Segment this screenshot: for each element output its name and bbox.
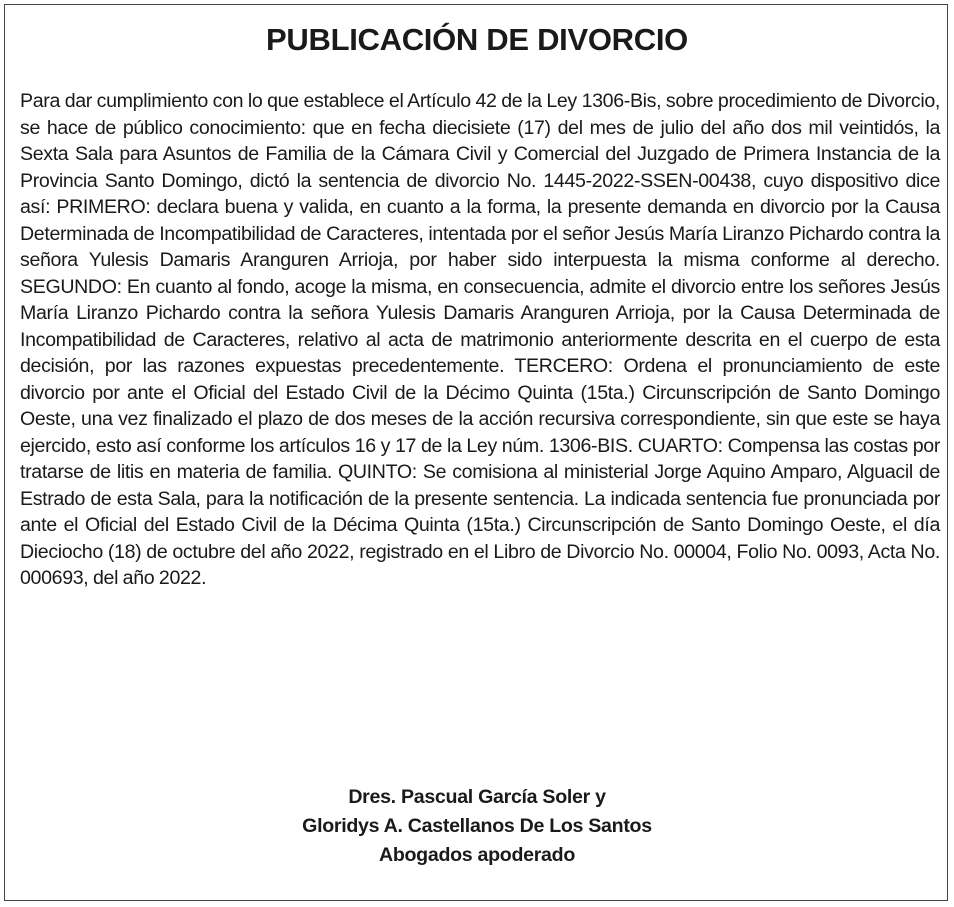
signature-line-second-name: Gloridys A. Castellanos De Los Santos <box>302 815 652 837</box>
signature-block <box>0 783 954 870</box>
document-body: Para dar cumplimiento con lo que establece el Artículo 42 de la Ley 1306-Bis, sobre procedimiento de Divorcio, se hace de público conocimiento: que en fecha diecisiete (17) del mes de julio del año dos mil veintidós, la Sexta Sala para Asuntos de Familia de la Cámara Civil y Comercial del Juzgado de Primera Instancia de la Provincia Santo Domingo, dictó la sentencia de divorcio No. 1445-2022-SSEN-00438, cuyo dispositivo dice así: PRIMERO: declara buena y valida, en cuanto a la forma, la presente demanda en divorcio por la Causa Determinada de Incompatibilidad de Caracteres, intentada por el señor Jesús María Liranzo Pichardo contra la señora Yulesis Damaris Aranguren Arrioja, por haber sido interpuesta la misma conforme al derecho. SEGUNDO: En cuanto al fondo, acoge la misma, en consecuencia, admite el divorcio entre los señores Jesús María Liranzo Pichardo contra la señora Yulesis Damaris Aranguren Arrioja, por la Causa Determinada de Incompatibilidad de Caracteres, relativo al acta de matrimonio anteriormente descrita en el cuerpo de esta decisión, por las razones expuestas precedentemente. TERCERO: Ordena el pronunciamiento de este divorcio por ante el Oficial del Estado Civil de la Décimo Quinta (15ta.) Circunscripción de Santo Domingo Oeste, una vez finalizado el plazo de dos meses de la acción recursiva correspondiente, sin que este se haya ejercido, esto así conforme los artículos 16 y 17 de la Ley núm. 1306-BIS. CUARTO: Compensa las costas por tratarse de litis en materia de familia. QUINTO: Se comisiona al ministerial Jorge Aquino Amparo, Alguacil de Estrado de esta Sala, para la notificación de la presente sentencia. La indicada sentencia fue pronunciada por ante el Oficial del Estado Civil de la Décima Quinta (15ta.) Circunscripción de Santo Domingo Oeste, el día Dieciocho (18) de octubre del año 2022, registrado en el Libro de Divorcio No. 00004, Folio No. 0093, Acta No. 000693, del año 2022. <box>20 90 940 589</box>
signature-line-role: Abogados apoderado <box>379 844 575 866</box>
signature-line-names: Dres. Pascual García Soler y <box>348 786 606 808</box>
document-title: PUBLICACIÓN DE DIVORCIO <box>266 22 688 57</box>
